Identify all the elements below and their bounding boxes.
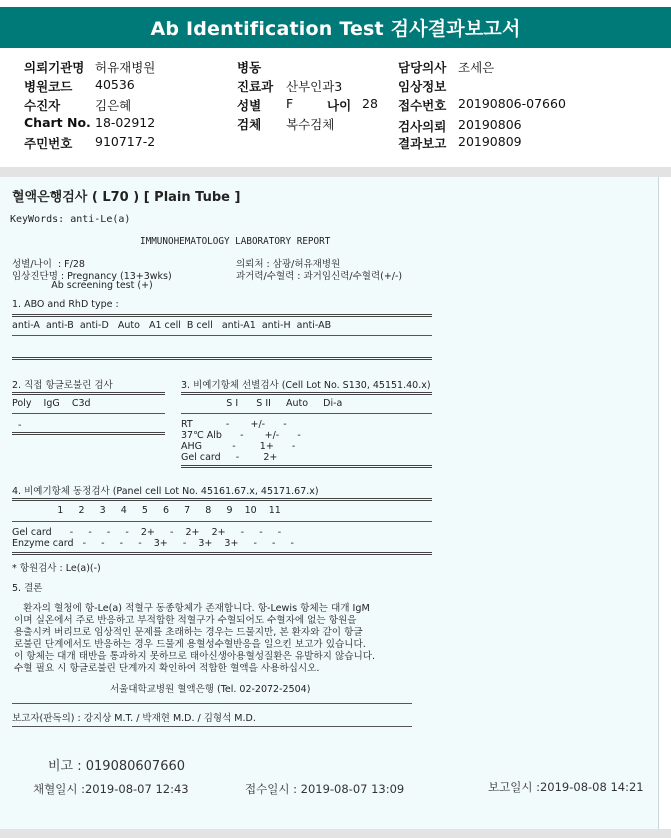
panel-row: Gel card - - - - 2+ - 2+ 2+ - - - <box>12 527 282 538</box>
reporter-rule-bottom <box>12 726 412 727</box>
screen-title: 3. 비예기항체 선별검사 (Cell Lot No. S130, 45151.40.x) <box>181 380 431 391</box>
conclusion-line: 환자의 혈청에 항-Le(a) 적혈구 동종항체가 존재합니다. 항-Lewis 항체는 대개 IgM <box>14 603 370 614</box>
conclusion-line: 로불린 단계에서도 반응하는 경우 드물게 용혈성수혈반응을 일으킨 보고가 있습니다. <box>14 639 366 650</box>
right-margin <box>658 177 671 829</box>
panel-rule-bottom <box>12 552 432 555</box>
request-date-label: 검사의뢰 <box>398 119 447 134</box>
receipt-no-label: 접수번호 <box>398 98 447 113</box>
reporters: 보고자(판독의) : 강지상 M.T. / 박재현 M.D. / 김형석 M.D. <box>12 713 256 724</box>
dat-rule-bottom <box>12 432 165 435</box>
screen-row: AHG - 1+ - <box>181 441 296 452</box>
panel-title: 4. 비예기항체 동정검사 (Panel cell Lot No. 45161.67.x, 45171.67.x) <box>12 486 319 497</box>
rrn-value: 910717-2 <box>95 134 156 149</box>
specimen-label: 검체 <box>237 117 262 132</box>
keywords: KeyWords: anti-Le(a) <box>10 214 131 225</box>
rrn-label: 주민번호 <box>24 136 73 151</box>
specimen-value: 복수검체 <box>286 117 335 132</box>
dept-value: 산부인과3 <box>286 79 343 94</box>
report-title: Ab Identification Test 검사결과보고서 <box>0 7 671 48</box>
examinee-value: 김은혜 <box>95 98 132 113</box>
screen-rule-mid <box>181 413 432 414</box>
screen-rule-top <box>181 392 432 395</box>
institution-value: 허유재병원 <box>95 60 156 75</box>
sex-value: F <box>286 96 294 111</box>
requester-line: 의뢰처 : 삼광/허유재병원 <box>236 259 341 270</box>
receipt-time: 접수일시 : 2019-08-07 13:09 <box>245 782 405 796</box>
dat-title: 2. 직접 항글로불린 검사 <box>12 380 113 391</box>
report-date-label: 결과보고 <box>398 136 447 151</box>
remark: 비고 : 019080607660 <box>48 759 186 774</box>
bottom-separator <box>0 829 671 838</box>
panel-rule-top <box>12 498 432 501</box>
abo-rule-mid <box>12 335 432 336</box>
abo-rule-bottom <box>12 357 432 360</box>
panel-rule-mid <box>12 521 432 522</box>
chart-no-label: Chart No. <box>24 115 91 130</box>
report-date-value: 20190809 <box>458 134 522 149</box>
sex-age-line: 성별/나이 : F/28 <box>12 259 85 270</box>
dat-rule-top <box>12 392 165 395</box>
panel-header: 1 2 3 4 5 6 7 8 9 10 11 <box>12 505 281 516</box>
dat-header: Poly IgG C3d <box>12 398 91 409</box>
doctor-value: 조세은 <box>458 60 495 75</box>
blood-bank-contact: 서울대학교병원 혈액은행 (Tel. 02-2072-2504) <box>110 684 311 695</box>
diagnosis-line-2: Ab screening test (+) <box>12 280 153 291</box>
antigen-result: * 항원검사 : Le(a)(-) <box>12 563 101 574</box>
dat-value: - <box>12 420 22 431</box>
hospital-code-label: 병원코드 <box>24 79 73 94</box>
institution-label: 의뢰기관명 <box>24 60 85 75</box>
abo-header: anti-A anti-B anti-D Auto A1 cell B cell anti-A1 anti-H anti-AB <box>12 320 332 331</box>
request-date-value: 20190806 <box>458 117 522 132</box>
ward-label: 병동 <box>237 60 262 75</box>
hospital-code-value: 40536 <box>95 77 135 92</box>
abo-title: 1. ABO and RhD type : <box>12 299 119 310</box>
conclusion-line: 이 항체는 대개 태반을 통과하지 못하므로 태아신생아용혈성질환은 유발하지 않습니다. <box>14 651 376 662</box>
screen-row: 37℃ Alb - +/- - <box>181 430 301 441</box>
conclusion-line: 용출시켜 버리므로 임상적인 문제를 초래하는 경우는 드물지만, 본 환자와 같이 항글 <box>14 627 363 638</box>
conclusion-line: 이며 실온에서 주로 반응하고 부적합한 적혈구가 수혈되어도 수혈자에 없는 항원을 <box>14 615 357 626</box>
conclusion-line: 수혈 필요 시 항글로불린 단계까지 확인하여 적합한 혈액을 사용하십시오. <box>14 663 320 674</box>
doctor-label: 담당의사 <box>398 60 447 75</box>
chart-no-value: 18-02912 <box>95 115 156 130</box>
abo-rule-top <box>12 314 432 317</box>
age-value: 28 <box>362 96 378 111</box>
examinee-label: 수진자 <box>24 98 61 113</box>
dat-rule-mid <box>12 413 165 414</box>
reporter-rule-top <box>12 703 412 704</box>
screen-row: RT - +/- - <box>181 419 287 430</box>
screen-header: S I S II Auto Di-a <box>181 398 343 409</box>
panel-row: Enzyme card - - - - 3+ - 3+ 3+ - - - <box>12 538 294 549</box>
screen-row: Gel card - 2+ <box>181 452 278 463</box>
report-heading: 혈액은행검사 ( L70 ) [ Plain Tube ] <box>12 190 241 205</box>
collection-time: 채혈일시 :2019-08-07 12:43 <box>33 782 189 796</box>
history-line: 과거력/수혈력 : 과거임신력/수혈력(+/-) <box>236 271 403 282</box>
screen-rule-bottom <box>181 465 432 468</box>
lab-title: IMMUNOHEMATOLOGY LABORATORY REPORT <box>140 236 331 247</box>
report-time: 보고일시 :2019-08-08 14:21 <box>488 780 644 794</box>
receipt-no-value: 20190806-07660 <box>458 96 566 111</box>
sex-label: 성별 <box>237 98 262 113</box>
conclusion-title: 5. 결론 <box>12 583 43 594</box>
dept-label: 진료과 <box>237 79 274 94</box>
section-separator <box>0 167 671 177</box>
diagnosis-line: 임상진단명 : Pregnancy (13+3wks) <box>12 271 172 282</box>
age-label: 나이 <box>327 98 352 113</box>
clinical-info-label: 임상정보 <box>398 79 447 94</box>
